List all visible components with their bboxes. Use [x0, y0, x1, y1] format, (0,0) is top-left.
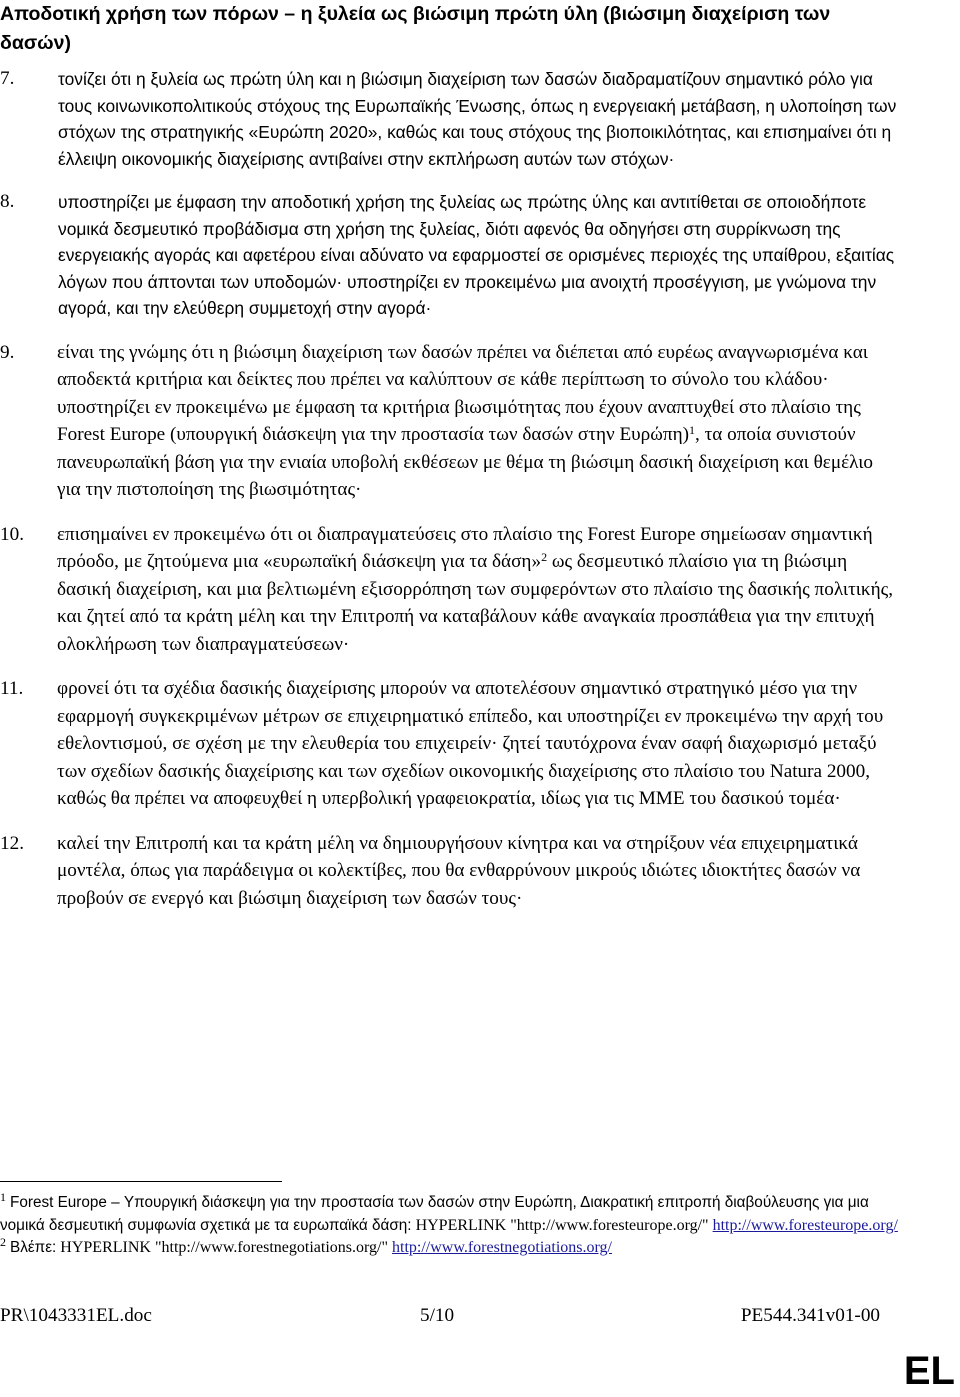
section-heading: Αποδοτική χρήση των πόρων – η ξυλεία ως βιώσιμη πρώτη ύλη (βιώσιμη διαχείριση των δασών): [0, 3, 831, 54]
footnote-2: [0, 1237, 900, 1260]
paragraph-number: 8.: [0, 191, 15, 212]
paragraph-number: 12.: [0, 832, 24, 854]
paragraph-number: 7.: [0, 68, 15, 89]
footnote-number: 2: [0, 1235, 6, 1249]
paragraph-7: [0, 66, 900, 172]
document-reference: PE544.341v01-00: [740, 1305, 880, 1326]
paragraph-number: 11.: [0, 678, 24, 699]
page-number: 5/10: [420, 1305, 455, 1326]
paragraph-text-part: ως δεσμευτικό πλαίσιο για τη βιώσιμη δασική διαχείριση, και μια βελτιωμένη εξισορρόπηση των συμφερόντων στο πλαίσιο της δασικής πολιτικής, και ζητεί από τα κράτη μέλη και την Επιτροπή να καταβάλουν κάθε αναγκαία προσπάθεια για την επιτυχή ολοκλήρωση των διαπραγματεύσεων·: [57, 551, 894, 655]
paragraph-list: [0, 66, 900, 929]
footnote-1: [0, 1192, 900, 1237]
footnote-separator: [0, 1181, 282, 1182]
paragraph-text: [57, 521, 900, 659]
paragraph-12: [0, 830, 900, 913]
paragraph-8: [0, 189, 900, 322]
footnote-number: 1: [0, 1190, 6, 1204]
paragraph-text: [57, 339, 900, 504]
footnote-text: Forest Europe – Υπουργική διάσκεψη για την προστασία των δασών στην Ευρώπη, Διακρατική επιτροπή διαβούλευσης για μια νομικά δεσμευτική συμφωνία σχετικά με τα ευρωπαϊκά δάση:: [0, 1194, 869, 1234]
footnote-ref-2[interactable]: 2: [541, 550, 548, 564]
paragraph-10: [0, 521, 900, 659]
paragraph-text-part: , τα οποία συνιστούν πανευρωπαϊκή βάση για την ενιαία υποβολή εκθέσεων με θέμα τη βιώσιμη δασική διαχείριση και θεμέλιο για την πιστοποίηση της βιωσιμότητας·: [57, 424, 873, 500]
paragraph-text-part: επισημαίνει εν προκειμένω ότι οι διαπραγματεύσεις στο πλαίσιο της Forest Europe σημείωσαν σημαντική πρόοδο, με ζητούμενα μια «ευρωπαϊκή διάσκεψη για τα δάση»: [57, 523, 873, 572]
footnote-link[interactable]: http://www.foresteurope.org/: [712, 1216, 898, 1234]
footnotes: [0, 1192, 900, 1260]
language-code: EL: [903, 1349, 955, 1393]
paragraph-number: 9.: [0, 341, 15, 363]
footnote-link[interactable]: http://www.forestnegotiations.org/: [392, 1239, 612, 1256]
paragraph-text: καλεί την Επιτροπή και τα κράτη μέλη να δημιουργήσουν κίνητρα και να στηρίξουν νέα επιχειρηματικά μοντέλα, όπως για παράδειγμα οι κολεκτίβες, που θα ενθαρρύνουν μικρούς ιδιώτες ιδιοκτήτες δασών να προβούν σε ενεργό και βιώσιμη διαχείριση των δασών τους·: [57, 832, 861, 909]
paragraph-9: [0, 339, 900, 504]
footnote-field-code: HYPERLINK "http://www.foresteurope.org/": [411, 1216, 713, 1234]
paragraph-text: τονίζει ότι η ξυλεία ως πρώτη ύλη και η βιώσιμη διαχείριση των δασών διαδραματίζουν σημαντικό ρόλο για τους κοινωνικοπολιτικούς στόχους της Ευρωπαϊκής Ένωσης, όπως η ενεργειακή μετάβαση, η υλοποίηση των στόχων της στρατηγικής «Ευρώπη 2020», καθώς και τους στόχους της βιοποικιλότητας, και επισημαίνει ότι η έλλειψη οικονομικής διαχείρισης αντιβαίνει στην εκπλήρωση αυτών των στόχων·: [58, 69, 897, 169]
paragraph-text: υποστηρίζει με έμφαση την αποδοτική χρήση της ξυλείας ως πρώτης ύλης και αντιτίθεται σε οποιοδήποτε νομικά δεσμευτικό προβάδισμα στη χρήση της ξυλείας, διότι αφενός θα οδηγήσει στη συρρίκνωση της ενεργειακής αγοράς και αφετέρου είναι αδύνατο να εφαρμοστεί σε ορισμένες περιοχές της υπαίθρου, εξαιτίας λόγων που άπτονται των υποδομών· υποστηρίζει εν προκειμένω μια ανοιχτή προσέγγιση, με γνώμονα την αγορά, και την ελεύθερη συμμετοχή στην αγορά·: [58, 192, 895, 318]
footnote-text: Βλέπε:: [10, 1239, 57, 1256]
paragraph-text: φρονεί ότι τα σχέδια δασικής διαχείρισης μπορούν να αποτελέσουν σημαντικό στρατηγικό μέσο για την εφαρμογή συγκεκριμένων μέτρων σε επιχειρηματικό επίπεδο, και υποστηρίζει εν προκειμένω την αρχή του εθελοντισμού, σε σχέση με την ελευθερία του επιχειρείν· ζητεί ταυτόχρονα έναν σαφή διαχωρισμό μεταξύ των σχεδίων δασικής διαχείρισης και των σχεδίων οικονομικής διαχείρισης στο πλαίσιο του Natura 2000, καθώς θα πρέπει να αποφευχθεί η υπερβολική γραφειοκρατία, ιδίως για τις ΜΜΕ του δασικού τομέα·: [57, 678, 884, 809]
document-filename: PR\1043331EL.doc: [0, 1305, 152, 1326]
paragraph-text-part: είναι της γνώμης ότι η βιώσιμη διαχείριση των δασών πρέπει να διέπεται από ευρέως αναγνωρισμένα και αποδεκτά κριτήρια και δείκτες που πρέπει να καλύπτουν σε κάθε περίπτωση το σύνολο του κλάδου· υποστηρίζει εν προκειμένω με έμφαση τα κριτήρια βιωσιμότητας που έχουν αναπτυχθεί στο πλαίσιο της Forest Europe (υπουργική διάσκεψη για την προστασία των δασών στην Ευρώπη): [57, 341, 868, 445]
page-footer: [0, 1305, 900, 1331]
paragraph-number: 10.: [0, 523, 24, 545]
footnote-field-code: HYPERLINK "http://www.forestnegotiations.org/": [56, 1239, 392, 1256]
footnote-ref-1[interactable]: 1: [689, 423, 695, 437]
paragraph-11: [0, 675, 900, 813]
